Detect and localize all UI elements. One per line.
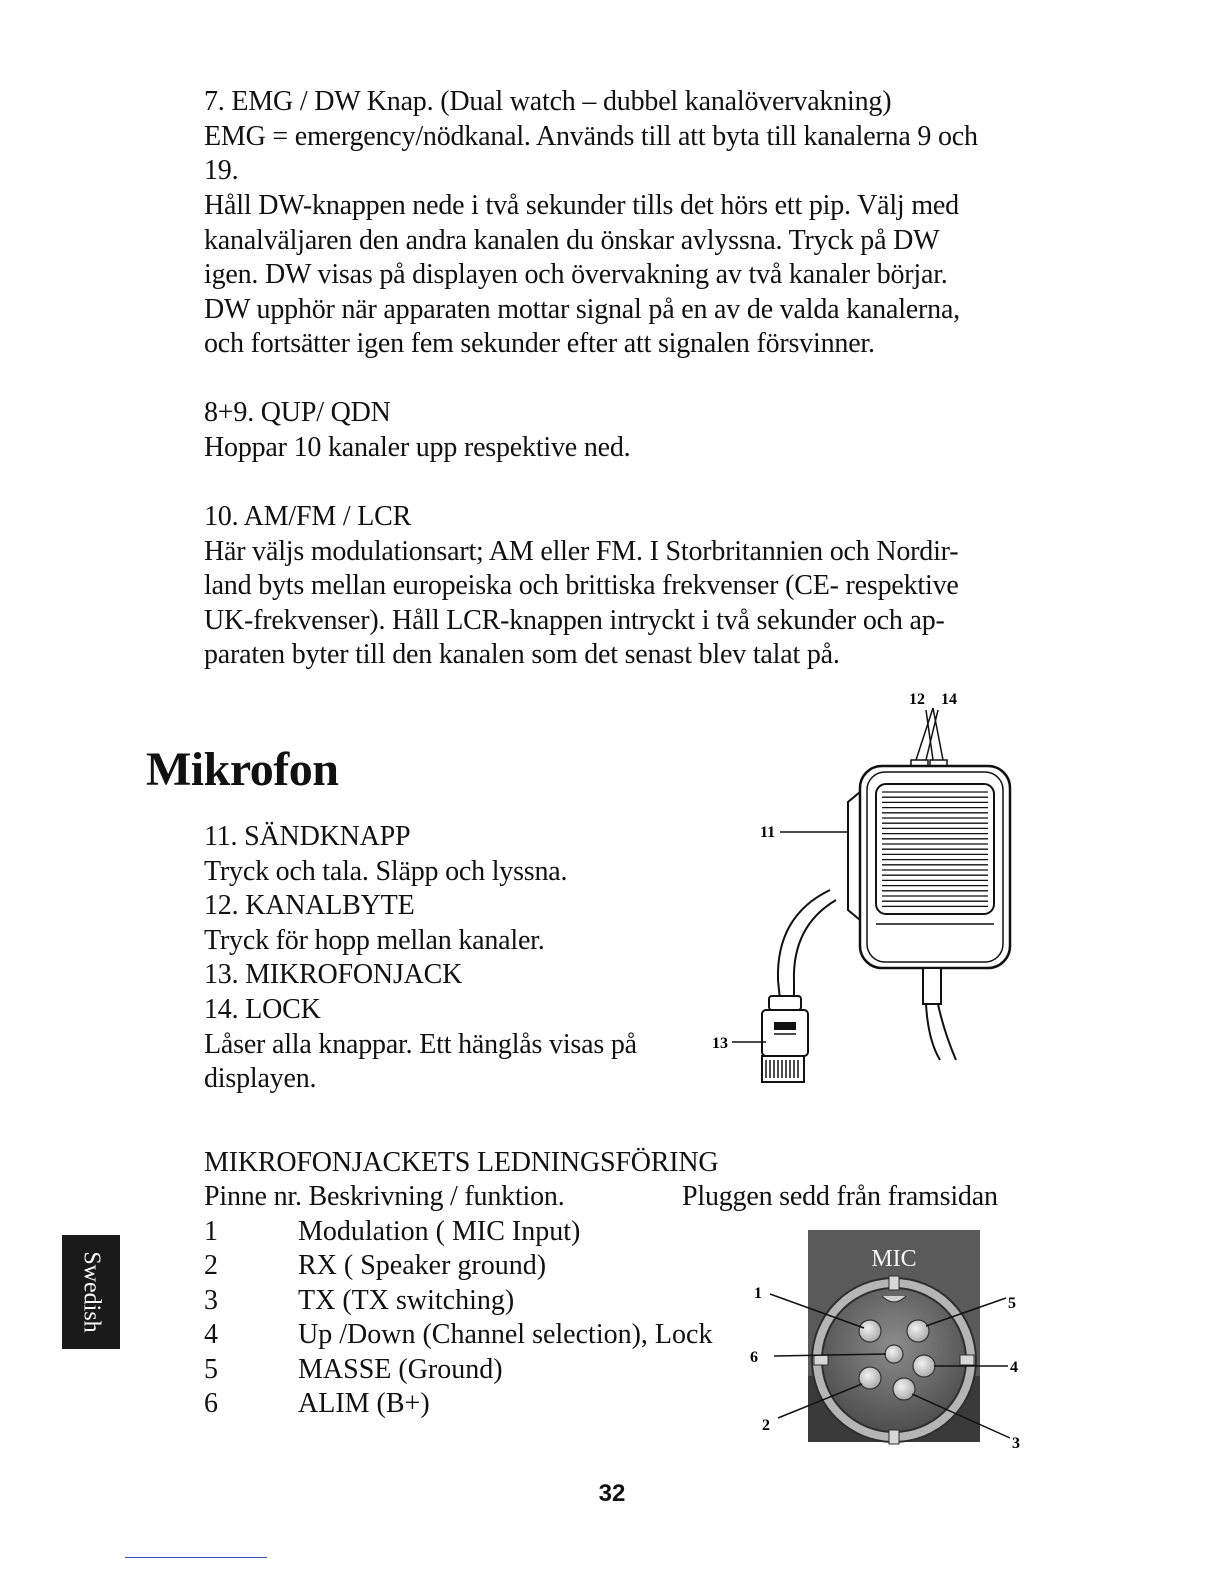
- pin-row: [204, 1318, 712, 1353]
- paragraph-line: UK-frekvenser). Håll LCR-knappen intryckt i två sekunder och ap-: [204, 605, 945, 636]
- item-text: displayen.: [204, 1063, 317, 1094]
- amfm-lcr-heading: 10. AM/FM / LCR: [204, 501, 412, 532]
- language-label: Swedish: [78, 1251, 105, 1333]
- emg-dw-heading: 7. EMG / DW Knap. (Dual watch – dubbel kanalövervakning): [204, 86, 892, 117]
- paragraph-line: Hoppar 10 kanaler upp respektive ned.: [204, 432, 631, 463]
- language-side-tab: [62, 1235, 120, 1349]
- label-13: 13: [712, 1035, 728, 1052]
- pin-number: 1: [204, 1216, 218, 1247]
- paragraph-line: 19.: [204, 155, 239, 186]
- item-text: Tryck och tala. Släpp och lyssna.: [204, 856, 568, 887]
- plug-caption: Pluggen sedd från framsidan: [682, 1181, 998, 1212]
- pin-row: [204, 1353, 503, 1388]
- wiring-column-header: Pinne nr. Beskrivning / funktion.: [204, 1181, 565, 1212]
- pin-label-4: 4: [1010, 1359, 1018, 1376]
- pin-row: [204, 1215, 580, 1250]
- label-11: 11: [760, 824, 776, 841]
- paragraph-line: igen. DW visas på displayen och övervakning av två kanaler börjar.: [204, 259, 948, 290]
- pin-description: Up /Down (Channel selection), Lock: [298, 1319, 713, 1350]
- qup-qdn-heading: 8+9. QUP/ QDN: [204, 397, 391, 428]
- item-sandknapp: 11. SÄNDKNAPP: [204, 821, 411, 852]
- pin-row: [204, 1249, 546, 1284]
- pin-row: [204, 1284, 514, 1319]
- paragraph-line: och fortsätter igen fem sekunder efter att signalen försvinner.: [204, 328, 875, 359]
- pin-row: [204, 1387, 430, 1422]
- microphone-illustration: [700, 680, 1020, 1100]
- pin-label-3: 3: [1012, 1435, 1020, 1452]
- pin-description: TX (TX switching): [298, 1285, 515, 1316]
- pin-number: 6: [204, 1388, 218, 1419]
- item-mikrofonjack: 13. MIKROFONJACK: [204, 959, 463, 990]
- paragraph-line: EMG = emergency/nödkanal. Används till att byta till kanalerna 9 och: [204, 121, 978, 152]
- paragraph-line: paraten byter till den kanalen som det senast blev talat på.: [204, 639, 840, 670]
- plug-diagram: [740, 1226, 1040, 1456]
- mikrofon-title: Mikrofon: [146, 743, 339, 796]
- pin-label-1: 1: [754, 1285, 762, 1302]
- pin-number: 2: [204, 1250, 218, 1281]
- pin-description: ALIM (B+): [298, 1388, 430, 1419]
- mic-badge: MIC: [871, 1246, 917, 1272]
- label-14: 14: [941, 691, 957, 708]
- pin-number: 5: [204, 1354, 218, 1385]
- item-lock: 14. LOCK: [204, 994, 321, 1025]
- pin-description: RX ( Speaker ground): [298, 1250, 547, 1281]
- pin-number: 4: [204, 1319, 218, 1350]
- paragraph-line: kanalväljaren den andra kanalen du önskar avlyssna. Tryck på DW: [204, 225, 940, 256]
- footer-rule: [125, 1557, 267, 1558]
- pin-number: 3: [204, 1285, 218, 1316]
- pin-label-6: 6: [750, 1349, 758, 1366]
- pin-description: MASSE (Ground): [298, 1354, 503, 1385]
- pin-label-2: 2: [762, 1417, 770, 1434]
- item-text: Låser alla knappar. Ett hänglås visas på: [204, 1029, 637, 1060]
- pin-label-5: 5: [1008, 1295, 1016, 1312]
- pin-description: Modulation ( MIC Input): [298, 1216, 581, 1247]
- label-12: 12: [909, 691, 925, 708]
- paragraph-line: Här väljs modulationsart; AM eller FM. I Storbritannien och Nordir-: [204, 536, 959, 567]
- wiring-title: MIKROFONJACKETS LEDNINGSFÖRING: [204, 1147, 719, 1178]
- item-kanalbyte: 12. KANALBYTE: [204, 890, 415, 921]
- item-text: Tryck för hopp mellan kanaler.: [204, 925, 545, 956]
- paragraph-line: land byts mellan europeiska och brittiska frekvenser (CE- respektive: [204, 570, 959, 601]
- paragraph-line: DW upphör när apparaten mottar signal på en av de valda kanalerna,: [204, 294, 960, 325]
- page-number: 32: [598, 1480, 626, 1507]
- paragraph-line: Håll DW-knappen nede i två sekunder tills det hörs ett pip. Välj med: [204, 190, 959, 221]
